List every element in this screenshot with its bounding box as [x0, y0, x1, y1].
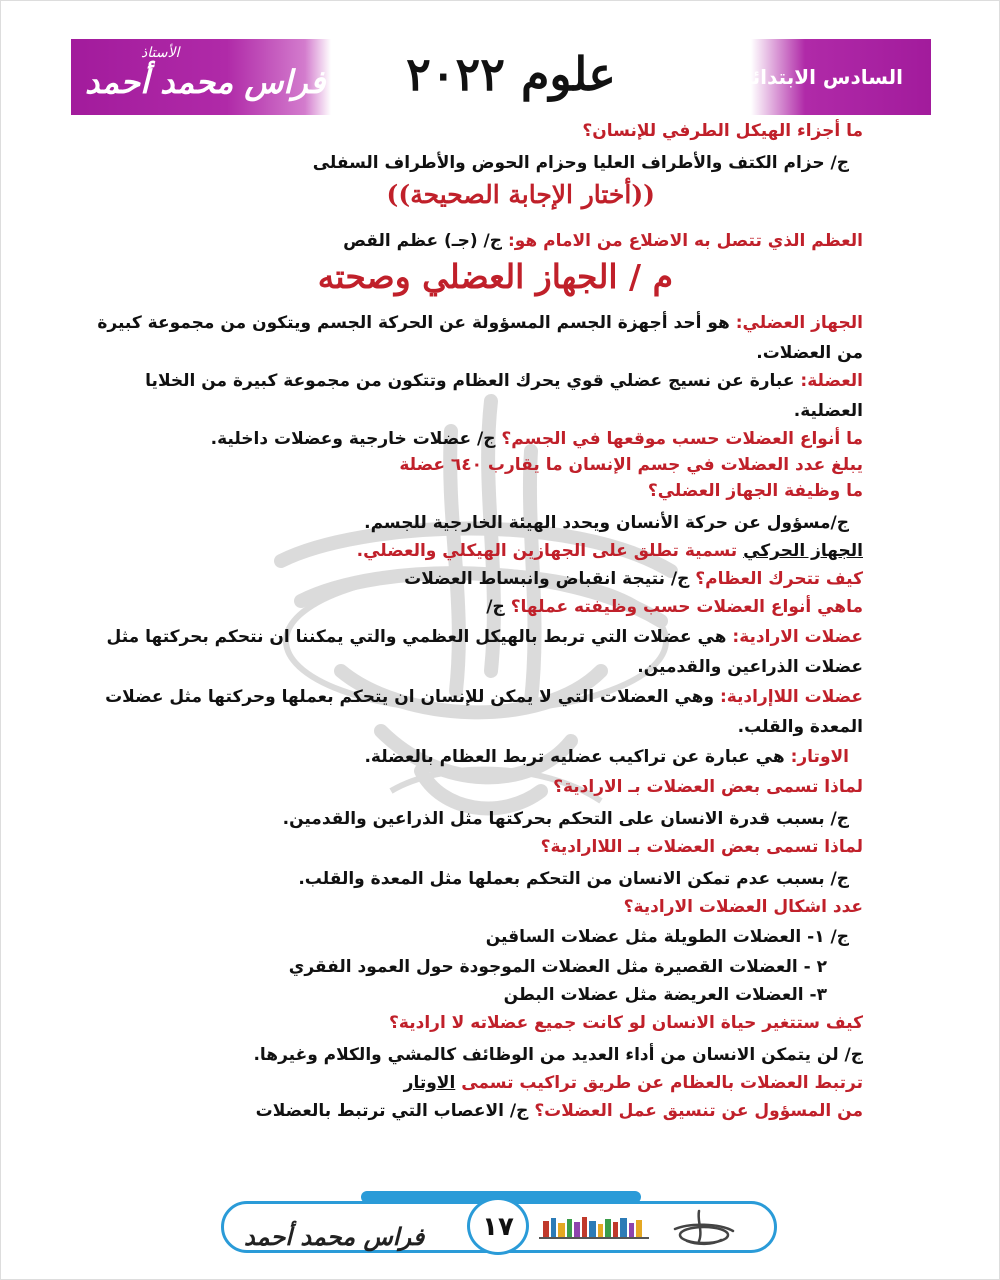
- teacher-title: الأستاذ: [141, 45, 180, 61]
- qa-line: ما أنواع العضلات حسب موقعها في الجسم؟ ج/ عضلات خارجية وعضلات داخلية.: [210, 429, 863, 449]
- list-item: ٣- العضلات العريضة مثل عضلات البطن: [503, 985, 827, 1005]
- list-item: ج/ ١- العضلات الطويلة مثل عضلات الساقين: [485, 927, 849, 947]
- question-line: عدد اشكال العضلات الارادية؟: [623, 897, 863, 917]
- question-line: كيف ستتغير حياة الانسان لو كانت جميع عضلاته لا ارادية؟: [389, 1013, 863, 1033]
- qa-line: من المسؤول عن تنسيق عمل العضلات؟ ج/ الاعصاب التي ترتبط بالعضلات: [255, 1101, 863, 1121]
- grade-label: السادس الابتدائي: [732, 65, 903, 89]
- books-icon: [539, 1215, 649, 1239]
- qa-line: كيف تتحرك العظام؟ ج/ نتيجة انقباض وانبساط العضلات: [404, 569, 863, 589]
- definition-line: عضلات الارادية: هي عضلات التي تربط بالهيكل العظمي والتي يمكننا ان نتحكم بحركتها مثل: [106, 627, 863, 647]
- question-line: ما أجزاء الهيكل الطرفي للإنسان؟: [582, 121, 863, 141]
- question-line: ما وظيفة الجهاز العضلي؟: [647, 481, 863, 501]
- fact-line: ترتبط العضلات بالعظام عن طريق تراكيب تسمى الاوتار: [403, 1073, 863, 1093]
- list-item: ٢ - العضلات القصيرة مثل العضلات الموجودة حول العمود الفقري: [288, 957, 827, 977]
- lesson-title: م / الجهاز العضلي وصحته: [317, 257, 673, 296]
- answer-line: ج/ حزام الكتف والأطراف العليا وحزام الحوض والأطراف السفلى: [312, 153, 849, 173]
- answer-line: ج/ بسبب عدم تمكن الانسان من التحكم بعملها مثل المعدة والقلب.: [298, 869, 849, 889]
- page-header: [71, 39, 931, 115]
- answer-line: ج/مسؤول عن حركة الأنسان ويحدد الهيئة الخارجية للجسم.: [364, 513, 849, 533]
- footer-signature: فراس محمد أحمد: [244, 1222, 425, 1251]
- answer-line: ج/ بسبب قدرة الانسان على التحكم بحركتها مثل الذراعين والقدمين.: [282, 809, 849, 829]
- definition-continuation: المعدة والقلب.: [737, 717, 863, 737]
- qa-line: ماهي أنواع العضلات حسب وظيفته عملها؟ ج/: [486, 597, 863, 617]
- question-line: لماذا تسمى بعض العضلات بـ اللاارادية؟: [540, 837, 863, 857]
- header-left-banner: [71, 39, 331, 115]
- question-line: لماذا تسمى بعض العضلات بـ الارادية؟: [553, 777, 863, 797]
- page-number: ١٧: [467, 1197, 529, 1255]
- qa-line: العظم الذي تتصل به الاضلاع من الامام هو: ج/ (جـ) عظم القص: [343, 231, 863, 251]
- subject-title: علوم ٢٠٢٢: [406, 47, 616, 101]
- teacher-name: فراس محمد أحمد: [85, 63, 326, 101]
- definition-continuation: العضلية.: [793, 401, 863, 421]
- definition-line: العضلة: عبارة عن نسيج عضلي قوي يحرك العظام وتتكون من مجموعة كبيرة من الخلايا: [145, 371, 863, 391]
- header-right-banner: [732, 39, 931, 115]
- definition-line: عضلات اللاإرادية: وهي العضلات التي لا يمكن للإنسان ان يتحكم بعملها وحركتها مثل عضلات: [105, 687, 863, 707]
- definition-line: الاوتار: هي عبارة عن تراكيب عضليه تربط العظام بالعضلة.: [364, 747, 849, 767]
- definition-continuation: من العضلات.: [756, 343, 863, 363]
- definition-continuation: عضلات الذراعين والقدمين.: [637, 657, 863, 677]
- fact-line: يبلغ عدد العضلات في جسم الإنسان ما يقارب ٦٤٠ عضلة: [399, 455, 863, 475]
- answer-line: ج/ لن يتمكن الانسان من أداء العديد من الوظائف كالمشي والكلام وغيرها.: [253, 1045, 863, 1065]
- calligraphy-logo-icon: [669, 1207, 739, 1247]
- page-footer: [221, 1191, 781, 1261]
- section-heading: ((أختار الإجابة الصحيحة)): [386, 180, 655, 209]
- definition-line: الجهاز العضلي: هو أحد أجهزة الجسم المسؤولة عن الحركة الجسم ويتكون من مجموعة كبيرة: [97, 313, 863, 333]
- definition-line: الجهاز الحركي تسمية تطلق على الجهازين الهيكلي والعضلي.: [356, 541, 863, 561]
